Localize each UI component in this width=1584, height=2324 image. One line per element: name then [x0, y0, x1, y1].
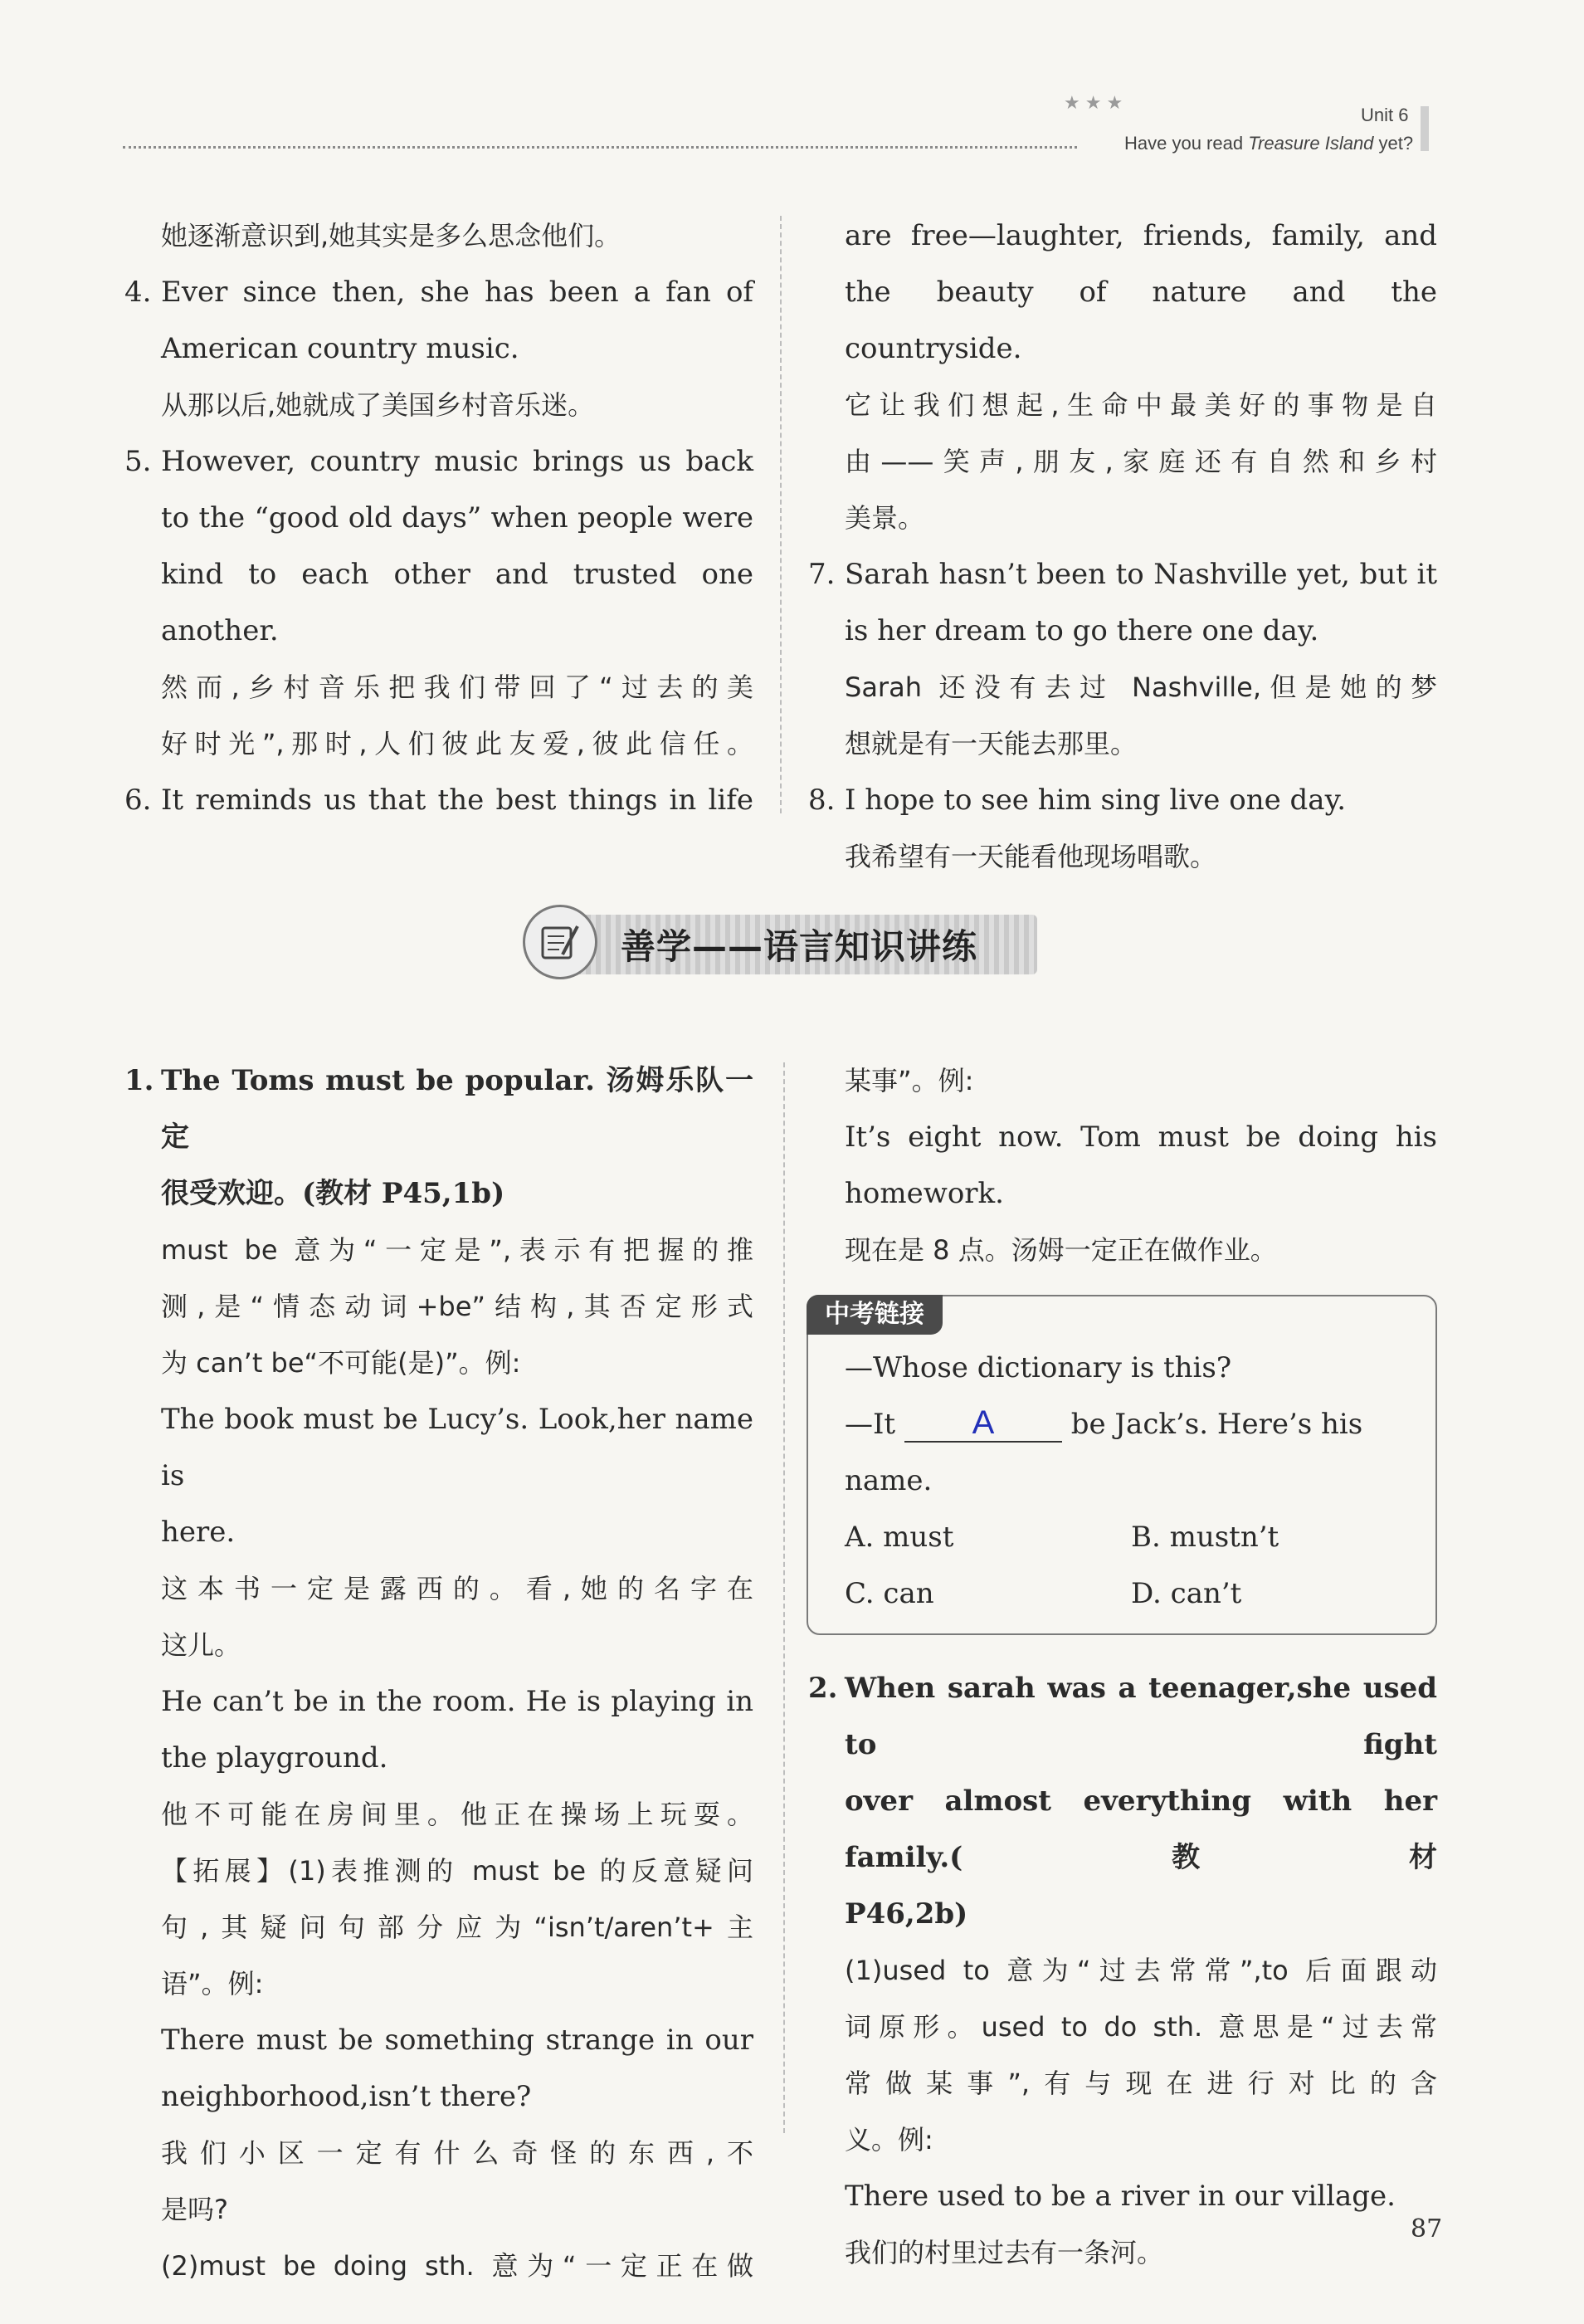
exam-link-box — [807, 1295, 1437, 1635]
top-left-column — [123, 208, 753, 828]
item-number: 6. — [124, 784, 152, 817]
text-line: 现在是 8 点。汤姆一定正在做作业。 — [845, 1234, 1277, 1266]
text-line: 然而,乡村音乐把我们带回了“过去的美 — [161, 671, 753, 703]
text-span: Ever since then, she has been a fan of — [161, 276, 753, 309]
text-line: kind to each other and trusted one — [161, 558, 753, 591]
text-line: 想就是有一天能去那里。 — [845, 728, 1138, 759]
text-line: 义。例: — [845, 2124, 933, 2156]
question-line: name. — [845, 1464, 933, 1497]
bottom-right-lower — [807, 1660, 1437, 2281]
text-line: 美景。 — [845, 502, 925, 534]
header-dotted-rule — [123, 146, 1077, 149]
option-d: D. can’t — [1131, 1577, 1242, 1610]
exam-question — [845, 1340, 1417, 1622]
text-line: 好时光”,那时,人们彼此友爱,彼此信任。 — [161, 728, 753, 759]
text-line: 我们的村里过去有一条河。 — [845, 2237, 1164, 2268]
item-number: 4. — [124, 276, 152, 309]
text-line: the playground. — [161, 1741, 388, 1775]
section-heading — [807, 1660, 1437, 1773]
text-line: 常做某事”,有与现在进行对比的含 — [845, 2068, 1437, 2099]
unit-subtitle — [1124, 133, 1413, 154]
text-line: the beauty of nature and the countryside. — [845, 276, 1437, 365]
column-divider — [783, 1062, 785, 2133]
text-line: 【拓展】(1)表推测的 must be 的反意疑问 — [161, 1855, 753, 1887]
item-number: 8. — [808, 784, 836, 817]
text-line: 某事”。例: — [845, 1065, 974, 1096]
header-stars-icon: ★★★ — [1064, 93, 1128, 114]
text-line: 为 can’t be“不可能(是)”。例: — [161, 1347, 521, 1379]
text-line: (2)must be doing sth. 意为“一定正在做 — [161, 2250, 753, 2282]
text-line — [807, 546, 1437, 603]
text-line — [123, 433, 753, 490]
text-span: However, country music brings us back — [161, 445, 753, 478]
section-heading: P46,2b) — [845, 1897, 968, 1931]
notebook-pen-svg — [538, 920, 582, 964]
column-divider — [780, 216, 782, 813]
notebook-pen-icon — [523, 905, 597, 979]
option-a: A. must — [845, 1521, 954, 1554]
heading-text: The Toms must be popular. 汤姆乐队一定 — [161, 1064, 753, 1154]
subtitle-pre: Have you read — [1124, 133, 1249, 154]
text-span: —It — [845, 1408, 896, 1441]
text-span: I hope to see him sing live one day. — [845, 784, 1347, 817]
exam-link-tag: 中考链接 — [807, 1295, 943, 1335]
item-number: 7. — [808, 558, 836, 591]
text-line: 他不可能在房间里。他正在操场上玩耍。 — [161, 1799, 753, 1830]
bottom-right-column — [807, 1052, 1437, 1278]
text-line: homework. — [845, 1177, 1004, 1210]
text-line: The book must be Lucy’s. Look,her name is — [161, 1403, 753, 1492]
text-line: 词原形。used to do sth. 意思是“过去常 — [845, 2011, 1437, 2043]
text-line: must be 意为“一定是”,表示有把握的推 — [161, 1234, 753, 1266]
text-line: to the “good old days” when people were — [161, 501, 753, 535]
text-line: 由——笑声,朋友,家庭还有自然和乡村 — [845, 446, 1437, 477]
text-line: 这本书一定是露西的。看,她的名字在 — [161, 1573, 753, 1604]
top-right-column — [807, 208, 1437, 885]
banner-title: 善学——语言知识讲练 — [621, 926, 978, 967]
text-line: 它让我们想起,生命中最美好的事物是自 — [845, 389, 1437, 421]
question-line — [845, 1396, 1417, 1452]
text-line: 是吗? — [161, 2194, 228, 2225]
text-line: 测,是“情态动词+be”结构,其否定形式 — [161, 1291, 753, 1322]
text-line: Sarah 还没有去过 Nashville,但是她的梦 — [845, 671, 1437, 703]
text-line: 这儿。 — [161, 1629, 241, 1661]
text-line: American country music. — [161, 332, 519, 365]
option-c: C. can — [845, 1577, 934, 1610]
text-line: 她逐渐意识到,她其实是多么思念他们。 — [161, 220, 621, 251]
item-number: 5. — [124, 445, 152, 478]
subtitle-post: yet? — [1373, 133, 1414, 154]
text-line: is her dream to go there one day. — [845, 614, 1319, 647]
header-bar — [1421, 106, 1429, 151]
text-line: neighborhood,isn’t there? — [161, 2080, 532, 2113]
text-line: 我希望有一天能看他现场唱歌。 — [845, 841, 1217, 872]
text-line: 句,其疑问句部分应为“isn’t/aren’t+主 — [161, 1911, 753, 1943]
page-number: 87 — [1411, 2214, 1443, 2243]
item-number: 2. — [808, 1672, 838, 1705]
bottom-left-column — [123, 1052, 753, 2294]
text-line: 从那以后,她就成了美国乡村音乐迷。 — [161, 389, 595, 421]
text-span: Sarah hasn’t been to Nashville yet, but it — [845, 558, 1437, 591]
text-line — [123, 772, 753, 828]
section-heading: 很受欢迎。(教材 P45,1b) — [161, 1177, 505, 1210]
text-line: He can’t be in the room. He is playing in — [161, 1685, 753, 1718]
text-line: It’s eight now. Tom must be doing his — [845, 1120, 1437, 1154]
option-b: B. mustn’t — [1131, 1521, 1279, 1554]
answer-blank: A — [904, 1404, 1062, 1443]
text-span: It reminds us that the best things in life — [161, 784, 753, 817]
section-heading — [123, 1052, 753, 1165]
text-span: be Jack’s. Here’s his — [1070, 1408, 1363, 1441]
text-line: (1)used to 意为“过去常常”,to 后面跟动 — [845, 1955, 1437, 1986]
text-line: There must be something strange in our — [161, 2024, 753, 2057]
text-line: There used to be a river in our village. — [845, 2180, 1396, 2213]
text-line: 我们小区一定有什么奇怪的东西,不 — [161, 2137, 753, 2169]
text-line — [807, 772, 1437, 828]
section-banner — [523, 905, 1037, 984]
text-line: here. — [161, 1516, 236, 1549]
heading-text: When sarah was a teenager,she used to fight — [845, 1672, 1437, 1761]
options-row — [845, 1565, 1417, 1622]
item-number: 1. — [124, 1064, 154, 1097]
subtitle-italic: Treasure Island — [1248, 133, 1374, 154]
text-line: 语”。例: — [161, 1968, 264, 1999]
text-line: are free—laughter, friends, family, and — [845, 219, 1437, 252]
question-line: —Whose dictionary is this? — [845, 1351, 1232, 1384]
text-line — [123, 264, 753, 320]
unit-label: Unit 6 — [1361, 105, 1409, 125]
options-row — [845, 1509, 1417, 1565]
text-line: another. — [161, 614, 279, 647]
section-heading: over almost everything with her family.(教材 — [845, 1784, 1437, 1874]
